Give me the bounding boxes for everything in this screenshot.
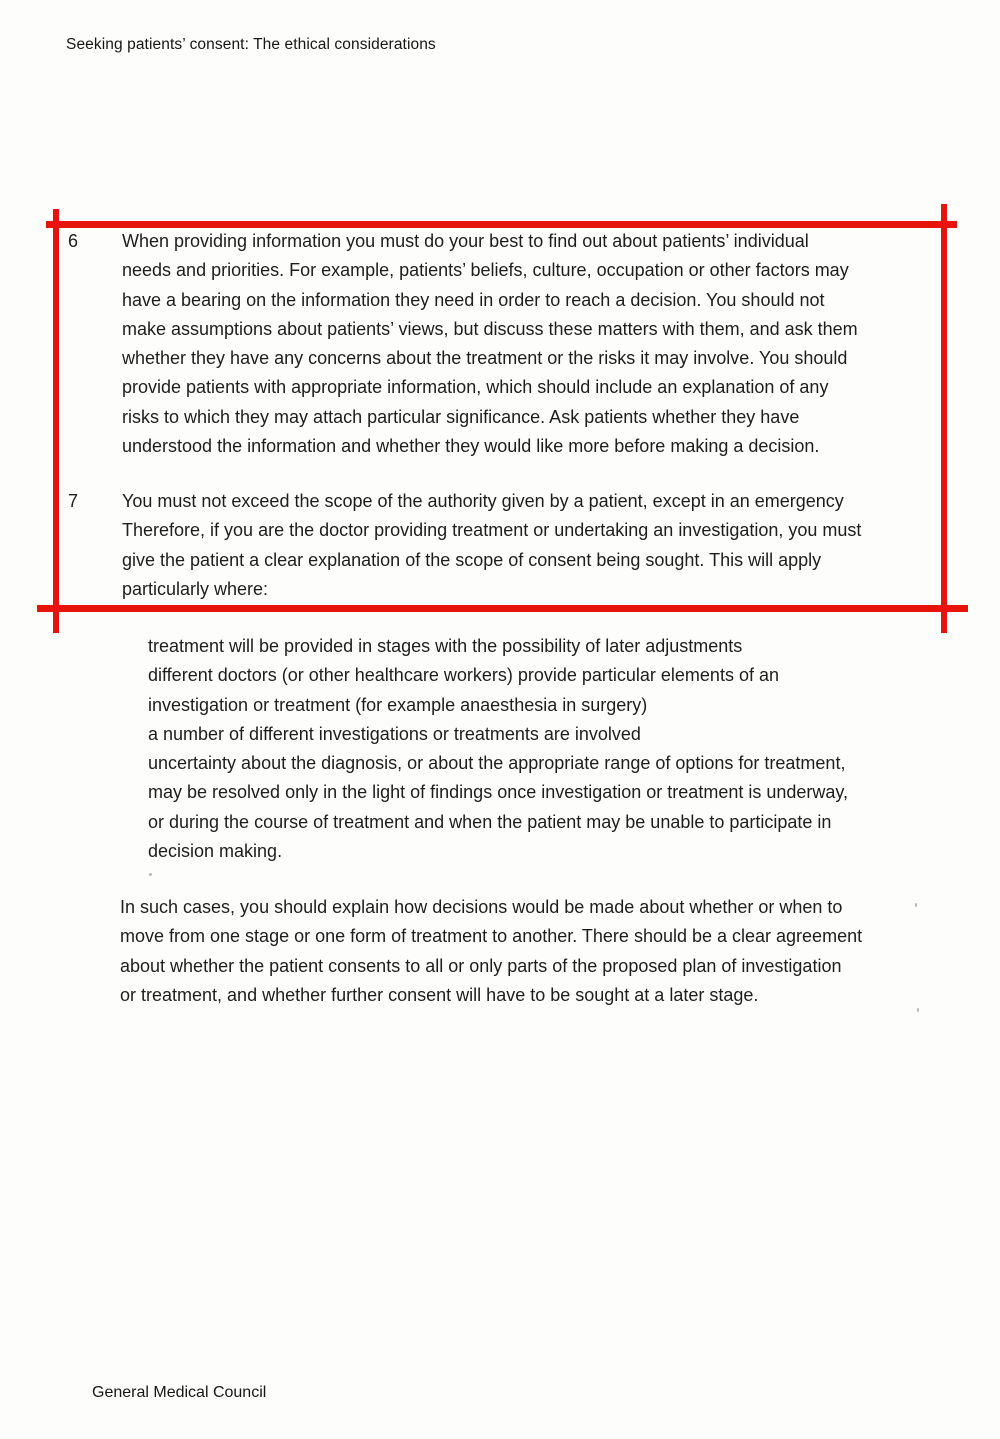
page-footer-text: General Medical Council: [92, 1384, 267, 1401]
text-line: uncertainty about the diagnosis, or about the appropriate range of options for treatment,: [148, 753, 846, 774]
text-line: investigation or treatment (for example anaesthesia in surgery): [148, 694, 648, 715]
text-line: particularly where:: [122, 578, 269, 599]
text-line: have a bearing on the information they need in order to reach a decision. You should not: [122, 289, 825, 310]
paragraph-7-number: 7: [68, 491, 79, 511]
closing-paragraph: [120, 893, 862, 1010]
text-line: risks to which they may attach particular significance. Ask patients whether they have: [122, 406, 800, 427]
text-line: Therefore, if you are the doctor providing treatment or undertaking an investigation, you must: [122, 520, 862, 541]
text-line: different doctors (or other healthcare workers) provide particular elements of an: [148, 665, 779, 686]
indented-list: [148, 632, 848, 866]
paragraph-7-text: [122, 487, 861, 604]
scan-artifact: [149, 873, 152, 876]
text-line: may be resolved only in the light of findings once investigation or treatment is underway,: [148, 782, 849, 803]
text-line: understood the information and whether they would like more before making a decision.: [122, 436, 820, 457]
text-line: needs and priorities. For example, patients’ beliefs, culture, occupation or other factors may: [122, 260, 849, 281]
text-line: whether they have any concerns about the treatment or the risks it may involve. You should: [122, 348, 848, 369]
text-line: move from one stage or one form of treatment to another. There should be a clear agreement: [120, 926, 863, 947]
scan-artifact: [917, 1008, 919, 1012]
text-line: treatment will be provided in stages with the possibility of later adjustments: [148, 636, 743, 656]
text-line: give the patient a clear explanation of the scope of consent being sought. This will apply: [122, 549, 822, 570]
text-line: make assumptions about patients’ views, but discuss these matters with them, and ask them: [122, 318, 858, 339]
paragraph-6-text: [122, 227, 858, 461]
paragraph-6: [68, 227, 858, 461]
text-line: When providing information you must do your best to find out about patients’ individual: [122, 231, 809, 251]
text-line: You must not exceed the scope of the authority given by a patient, except in an emergency: [122, 491, 844, 511]
paragraph-6-number: 6: [68, 231, 79, 251]
highlight-box-right-edge: [941, 204, 947, 633]
text-line: In such cases, you should explain how decisions would be made about whether or when to: [120, 897, 843, 917]
text-line: a number of different investigations or treatments are involved: [148, 723, 641, 744]
text-line: about whether the patient consents to all or only parts of the proposed plan of investigation: [120, 955, 842, 976]
text-line: or during the course of treatment and when the patient may be unable to participate in: [148, 811, 832, 832]
highlight-box-bottom-edge: [37, 605, 968, 612]
text-line: decision making.: [148, 841, 283, 862]
text-line: provide patients with appropriate information, which should include an explanation of any: [122, 377, 829, 398]
page-header-title: Seeking patients’ consent: The ethical considerations: [66, 36, 436, 53]
text-line: or treatment, and whether further consent will have to be sought at a later stage.: [120, 984, 759, 1005]
highlight-box-left-edge: [53, 209, 59, 633]
paragraph-7: [68, 487, 862, 604]
scan-artifact: [915, 903, 917, 907]
